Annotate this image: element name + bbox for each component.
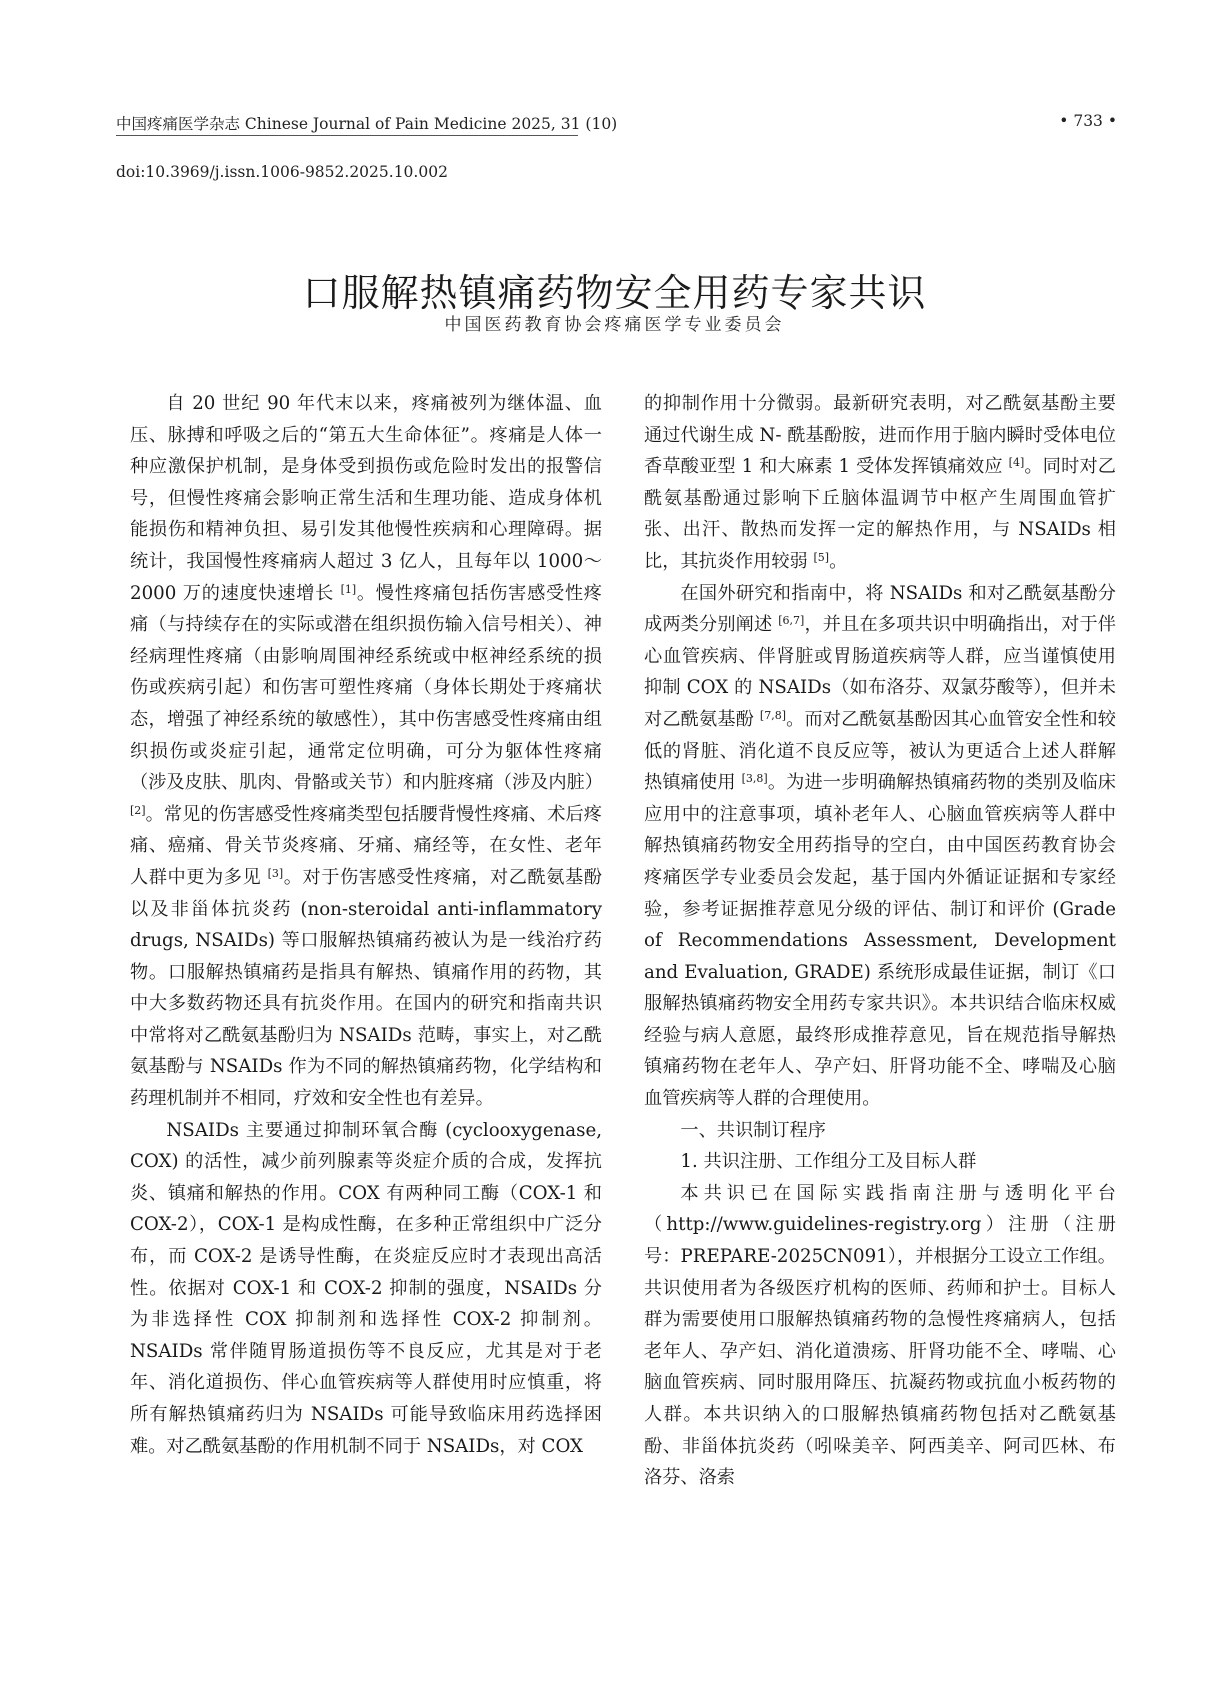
doi-line: doi:10.3969/j.issn.1006-9852.2025.10.002 xyxy=(116,163,448,181)
left-column xyxy=(130,388,602,1462)
article-title: 口服解热镇痛药物安全用药专家共识 xyxy=(302,271,927,316)
article-author: 中国医药教育协会疼痛医学专业委员会 xyxy=(444,315,785,335)
paragraph: 的抑制作用十分微弱。最新研究表明，对乙酰氨基酚主要通过代谢生成 N- 酰基酚胺，进而作用于脑内瞬时受体电位香草酸亚型 1 和大麻素 1 受体发挥镇痛效应 [4]。同时对乙酰氨基酚通过影响下丘脑体温调节中枢产生周围血管扩张、出汗、散热而发挥一定的解热作用，与 NSAIDs 相比，其抗炎作用较弱 [5]。 xyxy=(644,393,1116,572)
citation-ref: [3] xyxy=(267,866,284,880)
running-head-rule xyxy=(116,135,578,136)
citation-ref: [4] xyxy=(1008,456,1025,470)
citation-ref: [5] xyxy=(813,550,830,564)
running-head-journal: 中国疼痛医学杂志 Chinese Journal of Pain Medicine 2025, 31 (10) xyxy=(116,115,618,133)
citation-ref: [6,7] xyxy=(778,614,805,628)
right-column xyxy=(644,388,1116,1494)
citation-ref: [2] xyxy=(130,803,146,817)
paragraph: NSAIDs 主要通过抑制环氧合酶 (cyclooxygenase, COX) 的活性，减少前列腺素等炎症介质的合成，发挥抗炎、镇痛和解热的作用。COX 有两种同工酶（COX-1 和 COX-2），COX-1 是构成性酶，在多种正常组织中广泛分布，而 COX-2 是诱导性酶，在炎症反应时才表现出高活性。依据对 COX-1 和 COX-2 抑制的强度，NSAIDs 分为非选择性 COX 抑制剂和选择性 COX-2 抑制剂。NSAIDs 常伴随胃肠道损伤等不良反应，尤其是对于老年、消化道损伤、伴心血管疾病等人群使用时应慎重，将所有解热镇痛药归为 NSAIDs 可能导致临床用药选择困难。对乙酰氨基酚的作用机制不同于 NSAIDs，对 COX xyxy=(130,1119,602,1457)
citation-ref: [1] xyxy=(340,582,357,596)
citation-ref: [7,8] xyxy=(759,708,786,722)
paragraph: 在国外研究和指南中，将 NSAIDs 和对乙酰氨基酚分成两类分别阐述 [6,7]，并且在多项共识中明确指出，对于伴心血管疾病、伴肾脏或胃肠道疾病等人群，应当谨慎使用抑制 COX 的 NSAIDs（如布洛芬、双氯芬酸等），但并未对乙酰氨基酚 [7,8]。而对乙酰氨基酚因其心血管安全性和较低的肾脏、消化道不良反应等，被认为更适合上述人群解热镇痛使用 [3,8]。为进一步明确解热镇痛药物的类别及临床应用中的注意事项，填补老年人、心脑血管疾病等人群中解热镇痛药物安全用药指导的空白，由中国医药教育协会疼痛医学专业委员会发起，基于国内外循证证据和专家经验，参考证据推荐意见分级的评估、制订和评价 (Grade of Recommendations Assessment, Development and Evaluation, GRADE) 系统形成最佳证据，制订《口服解热镇痛药物安全用药专家共识》。本共识结合临床权威经验与病人意愿，最终形成推荐意见，旨在规范指导解热镇痛药物在老年人、孕产妇、肝肾功能不全、哮喘及心脑血管疾病等人群的合理使用。 xyxy=(644,582,1116,1110)
citation-ref: [3,8] xyxy=(741,772,768,786)
paragraph: 自 20 世纪 90 年代末以来，疼痛被列为继体温、血压、脉搏和呼吸之后的“第五大生命体征”。疼痛是人体一种应激保护机制，是身体受到损伤或危险时发出的报警信号，但慢性疼痛会影响正常生活和生理功能、造成身体机能损伤和精神负担、易引发其他慢性疾病和心理障碍。据统计，我国慢性疼痛病人超过 3 亿人，且每年以 1000～2000 万的速度快速增长 [1]。慢性疼痛包括伤害感受性疼痛（与持续存在的实际或潜在组织损伤输入信号相关）、神经病理性疼痛（由影响周围神经系统或中枢神经系统的损伤或疾病引起）和伤害可塑性疼痛（身体长期处于疼痛状态，增强了神经系统的敏感性），其中伤害感受性疼痛由组织损伤或炎症引起，通常定位明确，可分为躯体性疼痛（涉及皮肤、肌肉、骨骼或关节）和内脏疼痛（涉及内脏）[2]。常见的伤害感受性疼痛类型包括腰背慢性疼痛、术后疼痛、癌痛、骨关节炎疼痛、牙痛、痛经等，在女性、老年人群中更为多见 [3]。对于伤害感受性疼痛，对乙酰氨基酚以及非甾体抗炎药 (non-steroidal anti-inflammatory drugs, NSAIDs) 等口服解热镇痛药被认为是一线治疗药物。口服解热镇痛药是指具有解热、镇痛作用的药物，其中大多数药物还具有抗炎作用。在国内的研究和指南共识中常将对乙酰氨基酚归为 NSAIDs 范畴，事实上，对乙酰氨基酚与 NSAIDs 作为不同的解热镇痛药物，化学结构和药理机制并不相同，疗效和安全性也有差异。 xyxy=(130,393,603,1110)
page-number: • 733 • xyxy=(1059,112,1117,130)
section-heading: 一、共识制订程序 xyxy=(680,1119,826,1141)
subsection-heading: 1. 共识注册、工作组分工及目标人群 xyxy=(680,1151,977,1173)
paragraph: 本共识已在国际实践指南注册与透明化平台（http://www.guidelines-registry.org）注册（注册号：PREPARE-2025CN091），并根据分工设立工作组。共识使用者为各级医疗机构的医师、药师和护士。目标人群为需要使用口服解热镇痛药物的急慢性疼痛病人，包括老年人、孕产妇、消化道溃疡、肝肾功能不全、哮喘、心脑血管疾病、同时服用降压、抗凝药物或抗血小板药物的人群。本共识纳入的口服解热镇痛药物包括对乙酰氨基酚、非甾体抗炎药（吲哚美辛、阿西美辛、阿司匹林、布洛芬、洛索 xyxy=(644,1182,1116,1489)
